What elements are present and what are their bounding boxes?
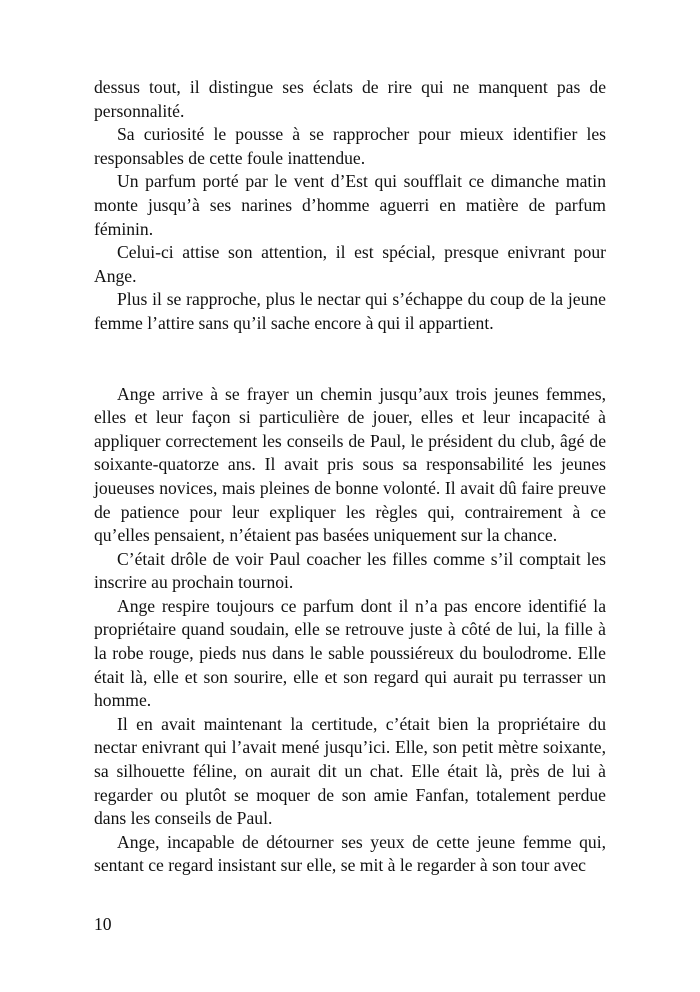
paragraph: Sa curiosité le pousse à se rapprocher pour mieux identifier les responsables de cette foule inattendue.: [94, 124, 606, 168]
paragraph: C’était drôle de voir Paul coacher les filles comme s’il comptait les inscrire au prochain tournoi.: [94, 548, 606, 593]
page-number: 10: [94, 914, 112, 934]
paragraph: dessus tout, il distingue ses éclats de rire qui ne manquent pas de personnalité.: [94, 77, 606, 121]
paragraph: Un parfum porté par le vent d’Est qui soufflait ce dimanche matin monte jusqu’à ses narines d’homme aguerri en matière de parfum féminin.: [94, 171, 606, 239]
paragraph: Il en avait maintenant la certitude, c’était bien la propriétaire du nectar enivrant qui l’avait mené jusqu’ici. Elle, son petit mètre soixante, sa silhouette féline, on aurait dit un chat. Elle était là, près de lui à regarder ou plutôt se moquer de son amie Fanfan, totalement perdue dans les conseils de Paul.: [94, 713, 606, 829]
paragraph: Ange, incapable de détourner ses yeux de cette jeune femme qui, sentant ce regard insistant sur elle, se mit à le regarder à son tour avec: [94, 831, 606, 876]
paragraph: Plus il se rapproche, plus le nectar qui s’échappe du coup de la jeune femme l’attire sans qu’il sache encore à qui il appartient.: [94, 289, 606, 333]
paragraph: Ange respire toujours ce parfum dont il n’a pas encore identifié la propriétaire quand soudain, elle se retrouve juste à côté de lui, la fille à la robe rouge, pieds nus dans le sable poussiéreux du boulodrome. Elle était là, elle et son sourire, elle et son regard qui aurait pu terrasser un homme.: [94, 595, 606, 711]
paragraph: Ange arrive à se frayer un chemin jusqu’aux trois jeunes femmes, elles et leur façon si particulière de jouer, elles et leur incapacité à appliquer correctement les conseils de Paul, le président du club, âgé de soixante-quatorze ans. Il avait pris sous sa responsabilité les jeunes joueuses novices, mais pleines de bonne volonté. Il avait dû faire preuve de patience pour leur expliquer les règles qui, contrairement à ce qu’elles pensaient, n’étaient pas basées uniquement sur la chance.: [94, 383, 606, 546]
page-body: [94, 76, 606, 878]
section-break: [94, 336, 606, 383]
paragraph: Celui-ci attise son attention, il est spécial, presque enivrant pour Ange.: [94, 242, 606, 286]
